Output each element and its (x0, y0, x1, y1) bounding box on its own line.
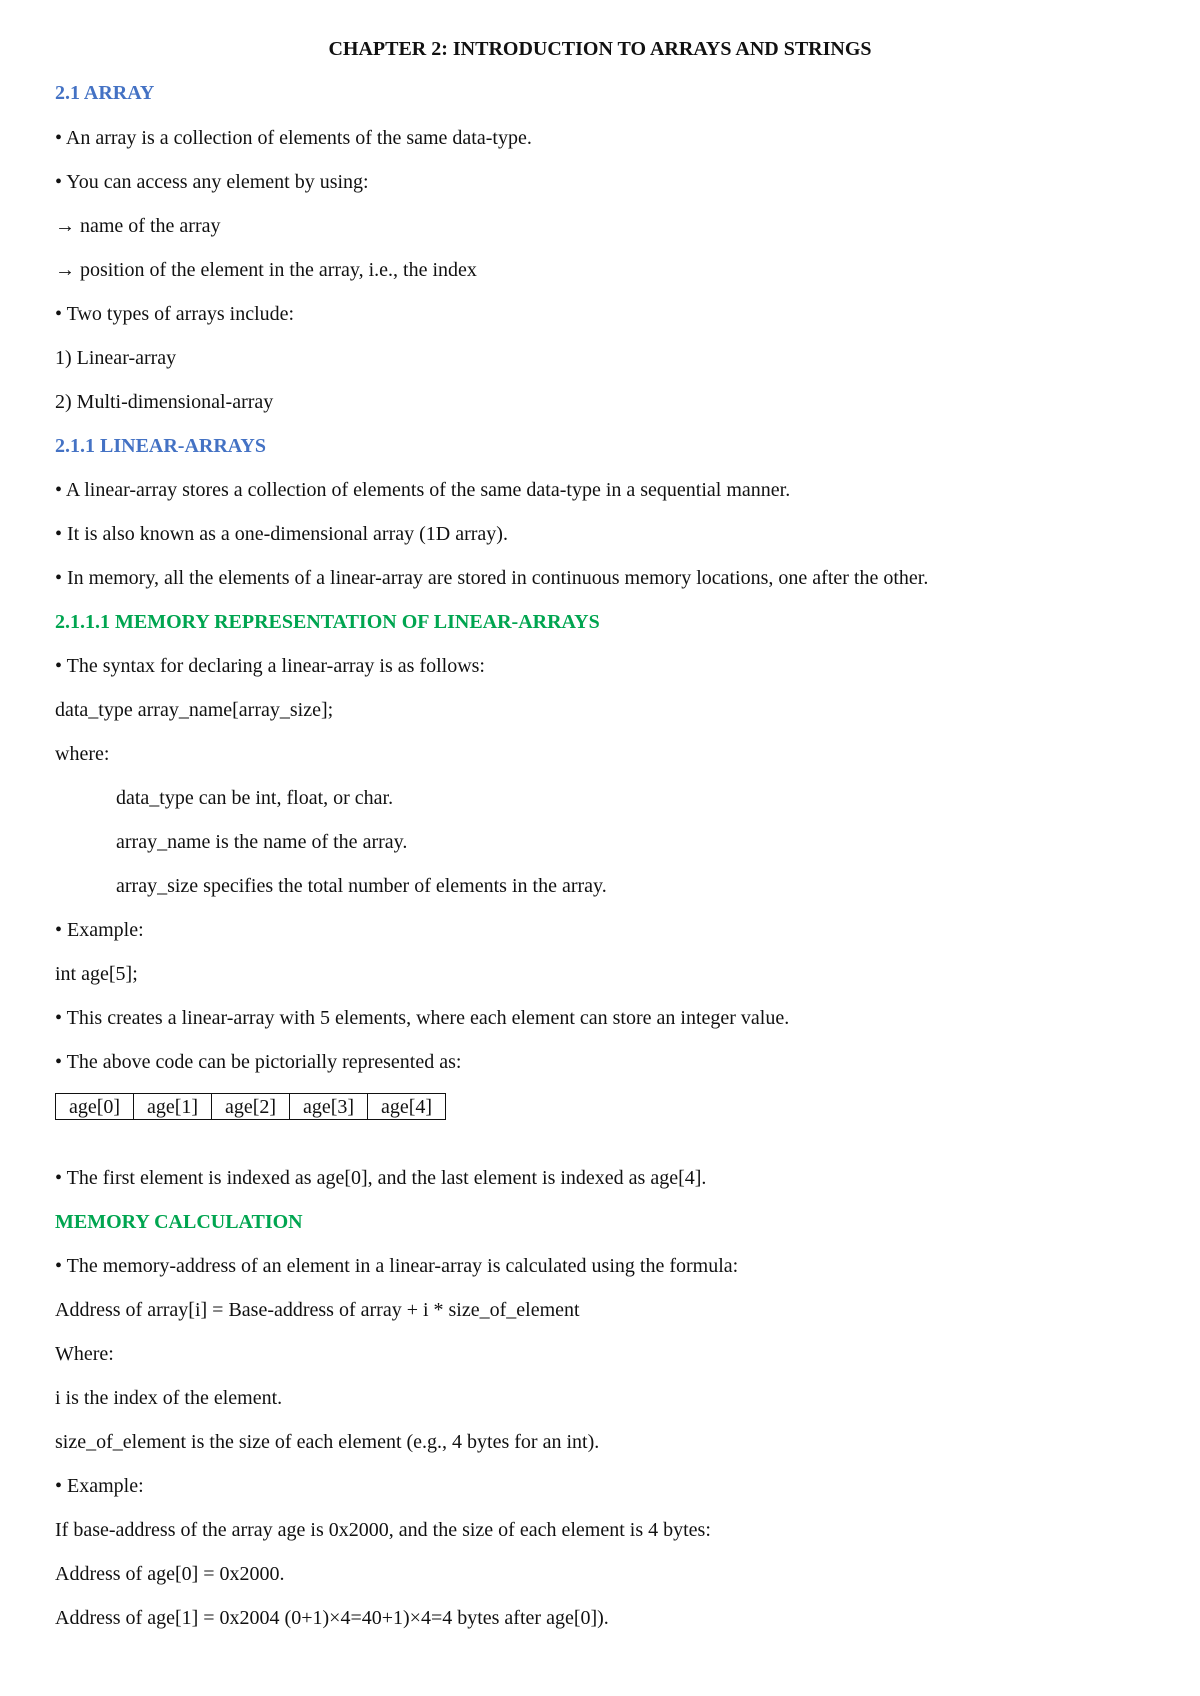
age-cell: age[0] (56, 1094, 134, 1120)
section-heading-linear-arrays: 2.1.1 LINEAR-ARRAYS (55, 435, 266, 457)
section-heading-array: 2.1 ARRAY (55, 82, 155, 104)
paragraph-line: • The first element is indexed as age[0], and the last element is indexed as age[4]. (55, 1167, 707, 1189)
paragraph-line: → name of the array (55, 215, 221, 237)
age-cell: age[3] (290, 1094, 368, 1120)
age-cell: age[4] (368, 1094, 446, 1120)
age-cell: age[1] (134, 1094, 212, 1120)
code-line: data_type array_name[array_size]; (55, 699, 334, 721)
paragraph-line: • In memory, all the elements of a linear-array are stored in continuous memory locations, one after the other. (55, 567, 929, 589)
chapter-title: CHAPTER 2: INTRODUCTION TO ARRAYS AND STRINGS (328, 38, 872, 60)
age-array-diagram (55, 1093, 446, 1120)
paragraph-line: • The memory-address of an element in a linear-array is calculated using the formula: (55, 1255, 739, 1277)
paragraph-line: If base-address of the array age is 0x2000, and the size of each element is 4 bytes: (55, 1519, 711, 1541)
paragraph-line: • This creates a linear-array with 5 elements, where each element can store an integer value. (55, 1007, 790, 1029)
paragraph-line: • The above code can be pictorially represented as: (55, 1051, 462, 1073)
paragraph-line: • Example: (55, 1475, 144, 1497)
paragraph-line: i is the index of the element. (55, 1387, 283, 1409)
paragraph-line: 2) Multi-dimensional-array (55, 391, 274, 413)
paragraph-line: Address of age[0] = 0x2000. (55, 1563, 285, 1585)
paragraph-line: • A linear-array stores a collection of elements of the same data-type in a sequential manner. (55, 479, 791, 501)
indented-line: array_name is the name of the array. (116, 831, 408, 853)
age-cell: age[2] (212, 1094, 290, 1120)
paragraph-line: • You can access any element by using: (55, 171, 369, 193)
paragraph-line: • The syntax for declaring a linear-array is as follows: (55, 655, 485, 677)
paragraph-line: → position of the element in the array, i.e., the index (55, 259, 477, 281)
code-line: int age[5]; (55, 963, 138, 985)
section-heading-memory-representation: 2.1.1.1 MEMORY REPRESENTATION OF LINEAR-ARRAYS (55, 611, 600, 633)
paragraph-line: • Example: (55, 919, 144, 941)
indented-line: array_size specifies the total number of elements in the array. (116, 875, 607, 897)
age-array-row (56, 1094, 446, 1120)
paragraph-line: Address of age[1] = 0x2004 (0+1)×4=40+1)×4=4 bytes after age[0]). (55, 1607, 609, 1629)
indented-line: data_type can be int, float, or char. (116, 787, 394, 809)
paragraph-line: where: (55, 743, 110, 765)
paragraph-line: • An array is a collection of elements of the same data-type. (55, 127, 532, 149)
paragraph-line: 1) Linear-array (55, 347, 177, 369)
paragraph-line: size_of_element is the size of each element (e.g., 4 bytes for an int). (55, 1431, 600, 1453)
paragraph-line: Where: (55, 1343, 114, 1365)
section-heading-memory-calculation: MEMORY CALCULATION (55, 1211, 303, 1233)
formula-line: Address of array[i] = Base-address of array + i * size_of_element (55, 1299, 580, 1321)
paragraph-line: • It is also known as a one-dimensional array (1D array). (55, 523, 508, 545)
paragraph-line: • Two types of arrays include: (55, 303, 295, 325)
